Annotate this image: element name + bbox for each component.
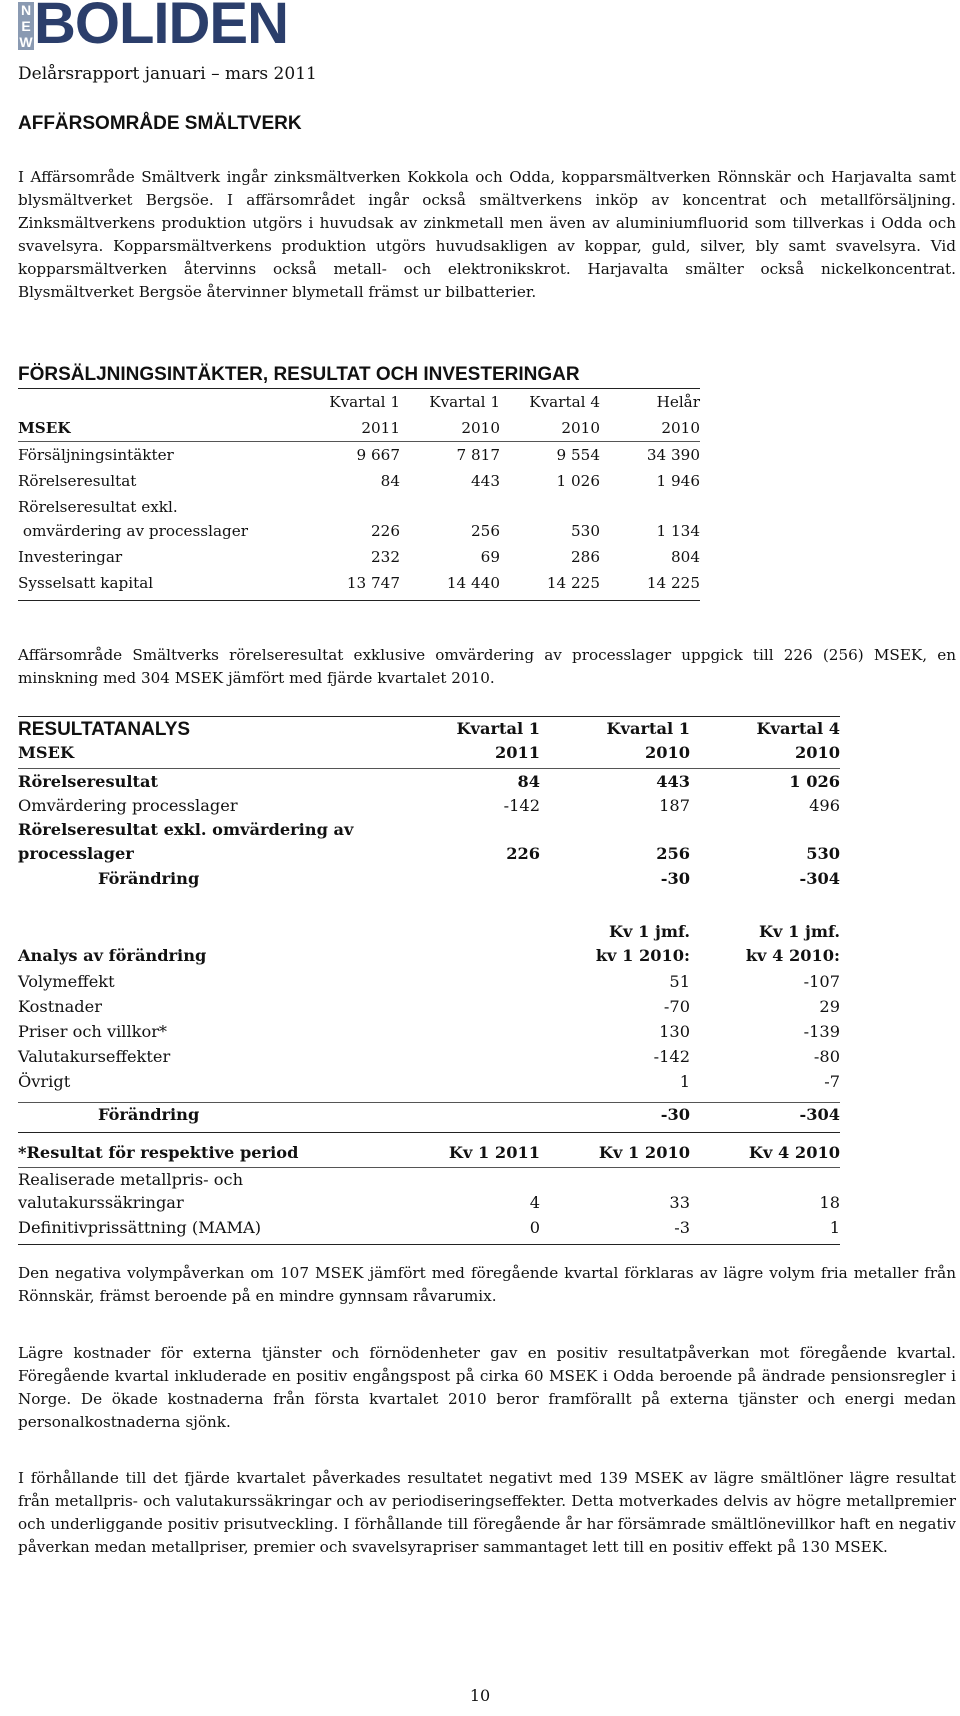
table-cell: 9 554: [556, 446, 600, 464]
table-header-row: [18, 1133, 840, 1168]
row-label: valutakurssäkringar: [18, 1193, 184, 1212]
table-cell: 804: [671, 548, 700, 566]
column-header: 2011: [494, 743, 540, 762]
column-header: Kv 1 2011: [448, 1143, 540, 1162]
table-row: [18, 518, 700, 544]
row-label: Realiserade metallpris- och: [18, 1170, 244, 1189]
row-label: omvärdering av processlager: [18, 522, 248, 540]
table-row: [18, 544, 700, 570]
table-cell: 226: [371, 522, 400, 540]
sales-table: [18, 388, 700, 601]
table-row: [18, 468, 700, 494]
table-cell: 9 667: [356, 446, 400, 464]
column-header: Kvartal 4: [529, 393, 600, 411]
row-label: Valutakurseffekter: [18, 1047, 171, 1066]
column-header: 2010: [561, 419, 600, 437]
column-header: Kvartal 4: [756, 719, 840, 738]
page-number: 10: [469, 1686, 491, 1705]
row-label: Rörelseresultat: [18, 472, 137, 490]
row-label: Investeringar: [18, 548, 123, 566]
table-cell: 1 946: [656, 472, 700, 490]
table-cell: 187: [659, 796, 690, 815]
table-cell: -30: [660, 869, 690, 888]
table-cell: -3: [674, 1218, 690, 1237]
column-header: 2010: [461, 419, 500, 437]
table-header-row: [18, 922, 840, 946]
column-header: Kvartal 1: [329, 393, 400, 411]
table-row: [18, 819, 840, 844]
table-row: [18, 869, 840, 922]
table-cell: 530: [571, 522, 600, 540]
row-label: Omvärdering processlager: [18, 796, 238, 815]
table-header-row: [18, 946, 840, 972]
row-label: Förändring: [98, 1105, 200, 1124]
column-header: Kvartal 1: [456, 719, 540, 738]
volume-paragraph: Den negativa volympåverkan om 107 MSEK jämfört med föregående kvartal förklaras av lägre volym fria metaller från Rönnskär, främst beroende på en mindre gynnsam råvarumix.: [18, 1264, 956, 1305]
boliden-logo: [18, 0, 318, 56]
table-row: [18, 1047, 840, 1072]
table-header-row: [18, 389, 700, 415]
column-header: 2010: [794, 743, 840, 762]
column-header: Kvartal 1: [606, 719, 690, 738]
section-heading: AFFÄRSOMRÅDE SMÄLTVERK: [18, 113, 302, 134]
table-cell: 13 747: [346, 574, 400, 592]
table-cell: -7: [824, 1072, 840, 1091]
row-label: *Resultat för respektive period: [18, 1143, 299, 1162]
table-cell: 0: [529, 1218, 540, 1237]
table-cell: 51: [669, 972, 690, 991]
table-cell: 14 440: [446, 574, 500, 592]
row-label: Sysselsatt kapital: [18, 574, 154, 592]
table-cell: 1 026: [789, 772, 840, 791]
table-row: [18, 1072, 840, 1103]
report-subtitle: Delårsrapport januari – mars 2011: [18, 64, 317, 84]
table-cell: -30: [660, 1105, 690, 1124]
table-cell: 29: [819, 997, 840, 1016]
table-cell: 443: [656, 772, 690, 791]
row-label: Försäljningsintäkter: [18, 446, 174, 464]
table-cell: -107: [803, 972, 840, 991]
table-header-row: [18, 742, 840, 769]
table-cell: 256: [471, 522, 500, 540]
table-cell: 34 390: [646, 446, 700, 464]
column-header: Helår: [656, 393, 700, 411]
table-cell: 496: [809, 796, 840, 815]
table-title: RESULTATANALYS: [18, 719, 191, 740]
sales-heading: FÖRSÄLJNINGSINTÄKTER, RESULTAT OCH INVESTERINGAR: [18, 364, 580, 385]
table-row: [18, 494, 700, 518]
table-cell: 18: [819, 1193, 840, 1212]
table-row: [18, 1022, 840, 1047]
table-row: [18, 1193, 840, 1218]
table-cell: 256: [656, 844, 690, 863]
column-header: Kv 4 2010: [748, 1143, 840, 1162]
column-header: 2010: [644, 743, 690, 762]
table-row: [18, 1218, 840, 1245]
costs-paragraph: Lägre kostnader för externa tjänster och förnödenheter gav en positiv resultatpåverkan mot föregående kvartal. Föregående kvartal inkluderade en positiv engångspost på cirka 60 MSEK i Odda beroende på ändrade pensionsregler i Norge. De ökade kostnaderna från första kvartalet 2010 beror framförallt på externa tjänster och energi medan personalkostnaderna sjönk.: [18, 1344, 956, 1431]
table-cell: 33: [669, 1193, 690, 1212]
row-label: Förändring: [98, 869, 200, 888]
prices-paragraph: I förhållande till det fjärde kvartalet påverkades resultatet negativt med 139 MSEK av lägre smältlöner lägre resultat från metallpris- och valutakurssäkringar och av periodiseringseffekter. Detta motverkades delvis av högre metallpremier och underliggande positiv prisutveckling. I förhållande till föregående år har försämrade smältlönevillkor haft en negativ påverkan medan metallpriser, premier och svavelsyrapriser sammantaget lett till en positiv effekt på 130 MSEK.: [18, 1469, 956, 1556]
table-cell: 232: [371, 548, 400, 566]
table-cell: 84: [380, 472, 400, 490]
column-header: Kv 1 jmf.: [758, 922, 840, 941]
logo-new-badge: [18, 2, 34, 50]
table-cell: -142: [653, 1047, 690, 1066]
logo-wordmark: BOLIDEN: [34, 0, 288, 56]
table-row: [18, 570, 700, 600]
table-cell: -80: [813, 1047, 840, 1066]
table-cell: 443: [471, 472, 500, 490]
unit-label: MSEK: [18, 743, 75, 762]
table-row: [18, 442, 700, 468]
table-header-row: [18, 717, 840, 742]
table-cell: 14 225: [646, 574, 700, 592]
logo-letter: N: [20, 2, 32, 18]
result-analysis-table: [18, 716, 840, 1245]
row-label: Priser och villkor*: [18, 1022, 168, 1041]
table-row: [18, 972, 840, 997]
column-header: Kv 1 jmf.: [608, 922, 690, 941]
row-label: Övrigt: [18, 1072, 71, 1091]
column-header: 2011: [361, 419, 400, 437]
table-cell: 530: [806, 844, 840, 863]
table-cell: -70: [663, 997, 690, 1016]
table-cell: -304: [799, 869, 840, 888]
table-cell: -139: [803, 1022, 840, 1041]
table-cell: 226: [506, 844, 540, 863]
table-cell: 7 817: [456, 446, 500, 464]
column-header: Kvartal 1: [429, 393, 500, 411]
unit-label: MSEK: [18, 419, 71, 437]
table-row: [18, 1103, 840, 1133]
table-cell: -304: [799, 1105, 840, 1124]
row-label: Kostnader: [18, 997, 102, 1016]
row-label: processlager: [18, 844, 134, 863]
table-cell: 1 134: [656, 522, 700, 540]
column-header: kv 1 2010:: [595, 946, 690, 965]
table-cell: -142: [503, 796, 540, 815]
table-cell: 4: [529, 1193, 540, 1212]
table-row: [18, 844, 840, 869]
row-label: Rörelseresultat exkl.: [18, 498, 178, 516]
row-label: Volymeffekt: [18, 972, 115, 991]
logo-letter: E: [21, 18, 31, 34]
table-row: [18, 997, 840, 1022]
table-cell: 69: [480, 548, 500, 566]
column-header: 2010: [661, 419, 700, 437]
table-cell: 130: [659, 1022, 690, 1041]
column-header: kv 4 2010:: [745, 946, 840, 965]
table-cell: 84: [517, 772, 540, 791]
row-label: Rörelseresultat exkl. omvärdering av: [18, 820, 354, 839]
column-header: Kv 1 2010: [598, 1143, 690, 1162]
table-cell: 286: [571, 548, 600, 566]
table-cell: 1: [829, 1218, 840, 1237]
row-label: Definitivprissättning (MAMA): [18, 1218, 262, 1237]
table-row: [18, 1168, 840, 1193]
table-row: [18, 769, 840, 794]
table-cell: 1: [679, 1072, 690, 1091]
logo-letter: W: [19, 34, 33, 50]
table-header-row: [18, 415, 700, 442]
table-row: [18, 794, 840, 819]
table-cell: 1 026: [556, 472, 600, 490]
row-label: Rörelseresultat: [18, 772, 158, 791]
table-cell: 14 225: [546, 574, 600, 592]
row-label: Analys av förändring: [18, 946, 207, 965]
intro-paragraph: I Affärsområde Smältverk ingår zinksmältverken Kokkola och Odda, kopparsmältverken Rönnskär och Harjavalta samt blysmältverket Bergsöe. I affärsområdet ingår också smältverkens inköp av koncentrat och metallförsäljning. Zinksmältverkens produktion utgörs i huvudsak av zinkmetall men även av aluminiumfluorid som tillverkas i Odda och svavelsyra. Kopparsmältverkens produktion utgörs huvudsakligen av koppar, guld, silver, bly samt svavelsyra. Vid kopparsmältverken återvinns också metall- och elektronikskrot. Harjavalta smälter också nickelkoncentrat. Blysmältverket Bergsöe återvinner blymetall främst ur bilbatterier.: [18, 168, 956, 301]
comment-paragraph: Affärsområde Smältverks rörelseresultat exklusive omvärdering av processlager uppgick till 226 (256) MSEK, en minskning med 304 MSEK jämfört med fjärde kvartalet 2010.: [18, 646, 956, 687]
